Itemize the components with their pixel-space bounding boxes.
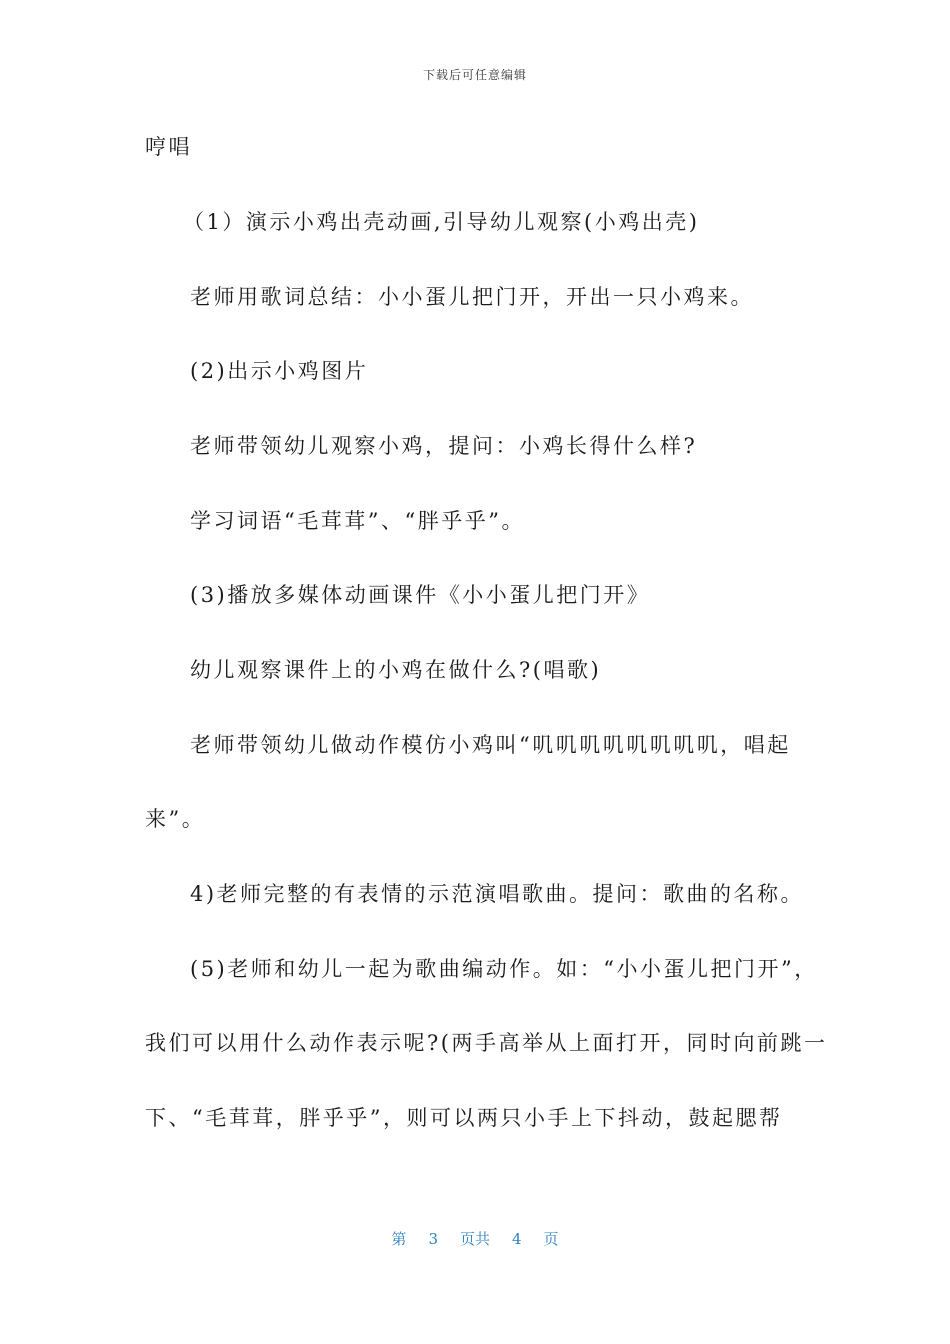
text-line: 下、“毛茸茸，胖乎乎”，则可以两只小手上下抖动，鼓起腮帮 [145, 1106, 783, 1130]
text-line: 老师用歌词总结：小小蛋儿把门开，开出一只小鸡来。 [190, 285, 754, 309]
text-line: 老师带领幼儿观察小鸡，提问：小鸡长得什么样? [190, 434, 698, 458]
text-line: (3)播放多媒体动画课件《小小蛋儿把门开》 [190, 583, 651, 607]
footer-total-pages: 4 [512, 1230, 522, 1248]
text-line: （1）演示小鸡出壳动画,引导幼儿观察(小鸡出壳) [183, 210, 700, 234]
text-line: (5)老师和幼儿一起为歌曲编动作。如：“小小蛋儿把门开”， [190, 957, 818, 981]
footer-prefix: 第 [391, 1230, 407, 1248]
text-line: 老师带领幼儿做动作模仿小鸡叫“叽叽叽叽叽叽叽叽，唱起 [190, 733, 791, 757]
footer-suffix: 页 [543, 1230, 559, 1248]
text-line: 我们可以用什么动作表示呢?(两手高举从上面打开，同时向前跳一 [145, 1031, 828, 1055]
page-number-footer [0, 1228, 950, 1249]
text-line: 幼儿观察课件上的小鸡在做什么?(唱歌) [190, 658, 602, 682]
text-line: 学习词语“毛茸茸”、“胖乎乎”。 [190, 509, 525, 533]
text-line: 来”。 [145, 807, 206, 831]
footer-current-page: 3 [428, 1230, 438, 1248]
footer-middle: 页共 [459, 1230, 490, 1248]
text-line: 哼唱 [145, 135, 192, 159]
page-header-note: 下载后可任意编辑 [422, 68, 527, 82]
text-line: (2)出示小鸡图片 [190, 359, 369, 383]
text-line: 4)老师完整的有表情的示范演唱歌曲。提问：歌曲的名称。 [190, 882, 805, 906]
